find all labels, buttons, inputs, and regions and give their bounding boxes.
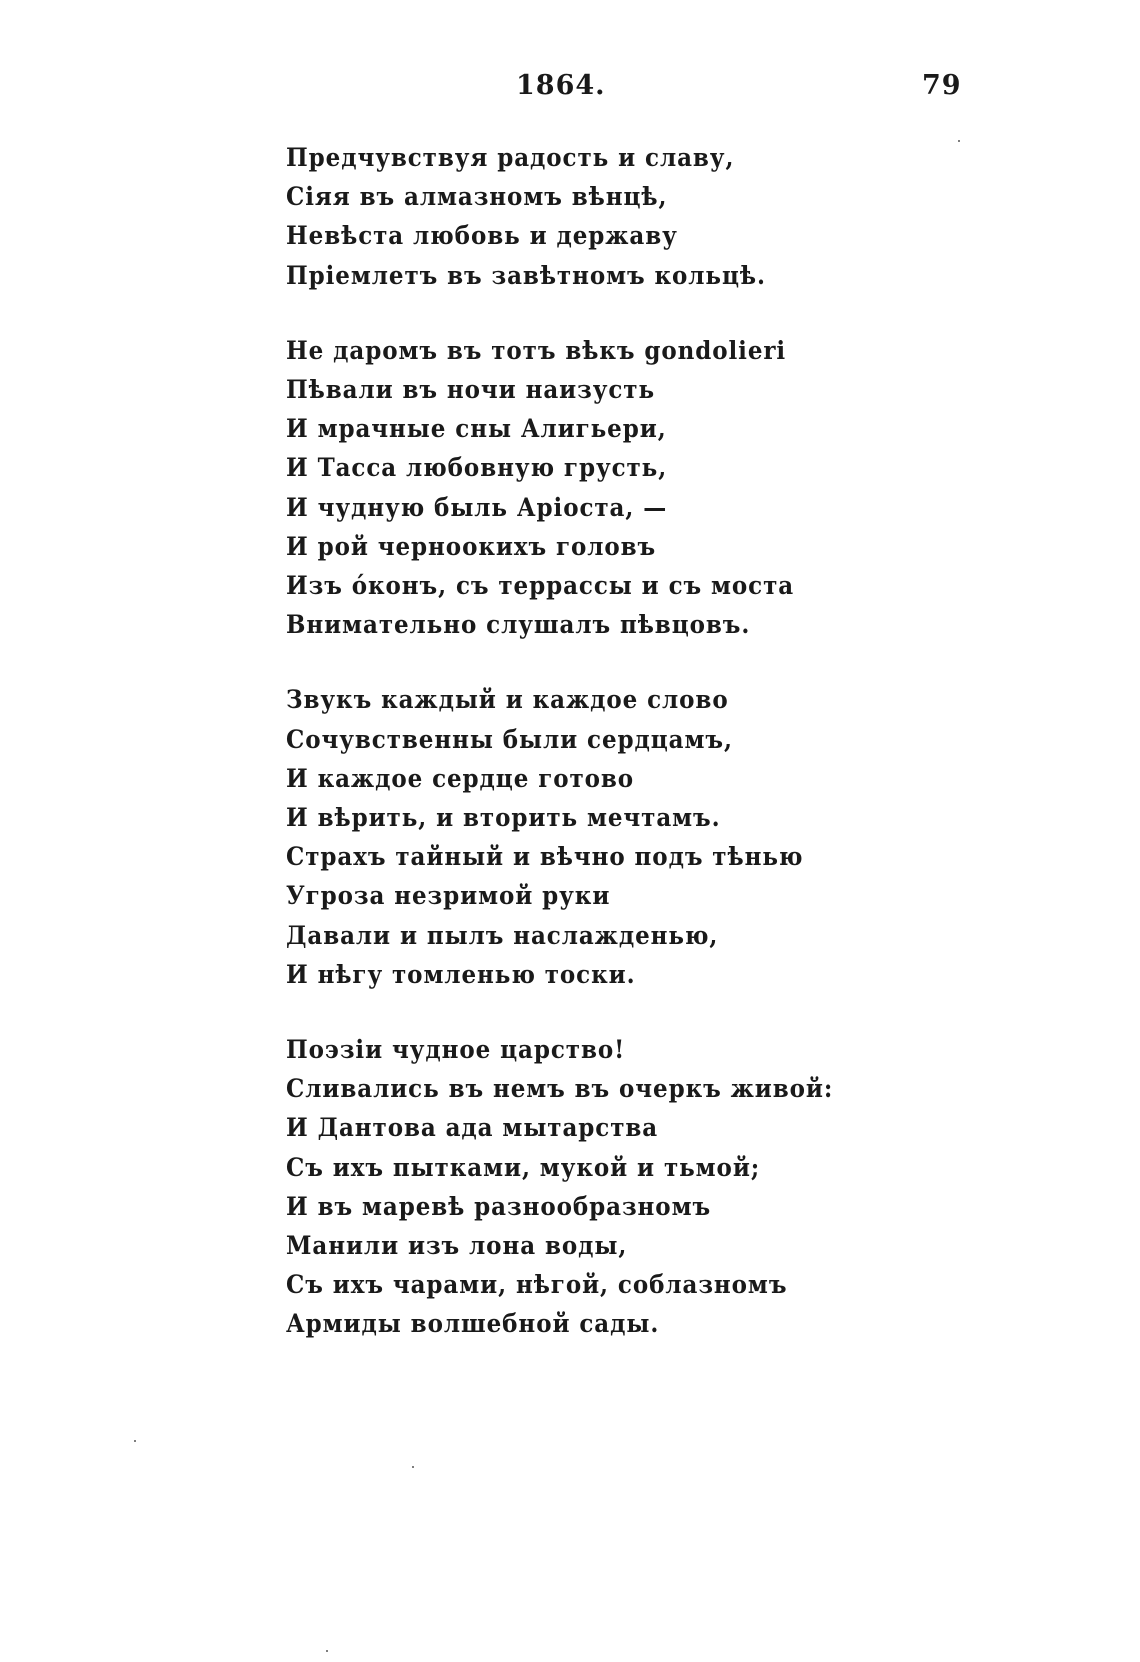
scan-speck <box>412 1466 414 1468</box>
verse-line: Внимательно слушалъ пѣвцовъ. <box>286 610 751 640</box>
verse-line: Не даромъ въ тотъ вѣкъ gondolieri <box>286 335 787 365</box>
verse-line: И Дантова ада мытарства <box>286 1113 659 1143</box>
verse-line: Сочувственны были сердцамъ, <box>286 724 733 754</box>
verse-line: Сіяя въ алмазномъ вѣнцѣ, <box>286 182 668 212</box>
verse-line: Невѣста любовь и державу <box>286 221 678 251</box>
verse-line: Давали и пылъ наслажденью, <box>286 920 719 950</box>
verse-line: Предчувствуя радость и славу, <box>286 143 735 172</box>
verse-line: И Тасса любовную грусть, <box>286 453 668 483</box>
page-number: 79 <box>922 70 962 101</box>
verse-line: И каждое сердце готово <box>286 763 635 793</box>
stanza-1 <box>286 138 1046 295</box>
verse-line: Съ ихъ пытками, мукой и тьмой; <box>286 1152 761 1182</box>
verse-line: И въ маревѣ разнообразномъ <box>286 1191 712 1221</box>
verse-line: И вѣрить, и вторить мечтамъ. <box>286 803 721 833</box>
stanza-3 <box>286 680 1046 994</box>
verse-line: И нѣгу томленью тоски. <box>286 959 636 989</box>
running-head-year: 1864. <box>516 70 606 101</box>
stanza-4 <box>286 1030 1046 1344</box>
verse-line: И мрачные сны Алигьери, <box>286 414 667 444</box>
stanza-2 <box>286 331 1046 645</box>
verse-line: Съ ихъ чарами, нѣгой, соблазномъ <box>286 1270 788 1300</box>
verse-line: И рой черноокихъ головъ <box>286 531 657 561</box>
verse-line: Пѣвали въ ночи наизусть <box>286 375 655 405</box>
verse-line: Сливались въ немъ въ очеркъ живой: <box>286 1074 834 1104</box>
verse-line: Угроза незримой руки <box>286 881 611 911</box>
scan-speck <box>958 140 960 142</box>
verse-line: Звукъ каждый и каждое слово <box>286 685 729 715</box>
verse-line: Пріемлетъ въ завѣтномъ кольцѣ. <box>286 260 766 290</box>
verse-line: И чудную быль Аріоста, — <box>286 492 668 522</box>
verse-line: Изъ óконъ, съ террассы и съ моста <box>286 571 795 601</box>
verse-line: Армиды волшебной сады. <box>286 1309 660 1339</box>
scan-speck <box>134 1440 136 1442</box>
poem <box>286 138 1046 1380</box>
running-head <box>0 70 1140 110</box>
verse-line: Поэзіи чудное царство! <box>286 1035 626 1065</box>
verse-line: Страхъ тайный и вѣчно подъ тѣнью <box>286 842 804 872</box>
verse-line: Манили изъ лона воды, <box>286 1231 628 1261</box>
scan-speck <box>326 1650 328 1652</box>
